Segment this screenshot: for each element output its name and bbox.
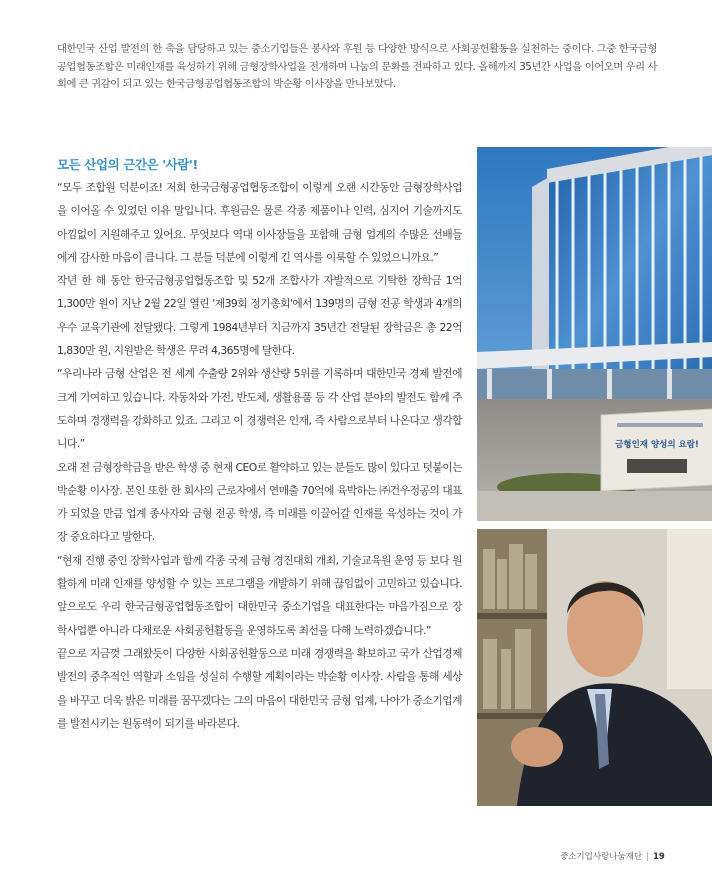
intro-paragraph: 대한민국 산업 발전의 한 축을 담당하고 있는 중소기업들은 봉사와 후원 등 다양한 방식으로 사회공헌활동을 실천하는 중이다. 그중 한국금형공업협동조합은 미래인재를 육성하기 위해 금형장학사업을 전개하며 나눔의 문화를 전파하고 있다. 올해까지 35년간 사업을 이어오며 우리 사회에 큰 귀감이 되고 있는 한국금형공업협동조합의 박순황 이사장을 만나보았다. <box>57 43 657 90</box>
body-paragraph: “모두 조합원 덕분이죠! 저희 한국금형공업협동조합이 이렇게 오랜 시간동안 금형장학사업을 이어올 수 있었던 이유 말입니다. 후원금은 물론 각종 제품이나 인력, 심지어 기술까지도 아낌없이 지원해주고 있어요. 무엇보다 역대 이사장들을 포함해 금형 업계의 수많은 선배들에게 감사한 마음이 큽니다. 그 분들 덕분에 이렇게 긴 역사를 이룩할 수 있었으니까요.” <box>57 181 462 264</box>
chairman-portrait <box>477 529 712 806</box>
stone-inscription: 금형인재 양성의 요람! <box>615 440 699 450</box>
building-photo <box>477 147 712 521</box>
publication-name: 중소기업사랑나눔재단 <box>560 852 643 862</box>
footer-separator: | <box>646 852 649 862</box>
body-paragraph: 끝으로 지금껏 그래왔듯이 다양한 사회공헌활동으로 미래 경쟁력을 확보하고 국가 산업경제 발전의 중추적인 역할과 소임을 성실히 수행할 계획이라는 박순황 이사장. 사람을 통해 세상을 바꾸고 더욱 밝은 미래를 꿈꾸겠다는 그의 마음이 대한민국 금형 업계, 나아가 중소기업계를 발전시키는 원동력이 되기를 바라본다. <box>57 646 462 730</box>
body-paragraph: 작년 한 해 동안 한국금형공업협동조합 및 52개 조합사가 자발적으로 기탁한 장학금 1억 1,300만 원이 지난 2월 22일 열린 '제39회 정기총회'에서 139명의 금형 전공 학생과 4개의 우수 교육기관에 전달됐다. 그렇게 1984년부터 지금까지 35년간 전달된 장학금은 총 22억 1,830만 원, 지원받은 학생은 무려 4,365명에 달한다. <box>57 274 462 358</box>
page-footer <box>560 850 665 862</box>
section-heading: 모든 산업의 근간은 '사람'! <box>57 157 198 172</box>
body-paragraph: “현재 진행 중인 장학사업과 함께 각종 국제 금형 경진대회 개최, 기술교육원 운영 등 보다 원활하게 미래 인재를 양성할 수 있는 프로그램을 개발하기 위해 끊임없이 고민하고 있습니다. 앞으로도 우리 한국금형공업협동조합이 대한민국 중소기업을 대표한다는 마음가짐으로 장학사업뿐 아니라 다채로운 사회공헌활동을 운영하도록 최선을 다해 노력하겠습니다.” <box>57 553 462 637</box>
body-paragraph: 오래 전 금형장학금을 받은 학생 중 현재 CEO로 활약하고 있는 분들도 많이 있다고 덧붙이는 박순황 이사장. 본인 또한 한 회사의 근로자에서 연매출 70억에 육박하는 ㈜건우정공의 대표가 되었을 만큼 업계 종사자와 금형 전공 학생, 즉 미래를 이끌어갈 인재를 육성하는 것이 가장 중요하다고 말한다. <box>57 460 462 544</box>
page-number: 19 <box>653 852 665 862</box>
body-paragraph: “우리나라 금형 산업은 전 세계 수출량 2위와 생산량 5위를 기록하며 대한민국 경제 발전에 크게 기여하고 있습니다. 자동차와 가전, 반도체, 생활용품 등 각 산업 분야의 발전도 함께 주도하며 경쟁력을 강화하고 있죠. 그리고 이 경쟁력은 인재, 즉 사람으로부터 나온다고 생각합니다.” <box>57 367 462 451</box>
article-body <box>57 176 462 735</box>
